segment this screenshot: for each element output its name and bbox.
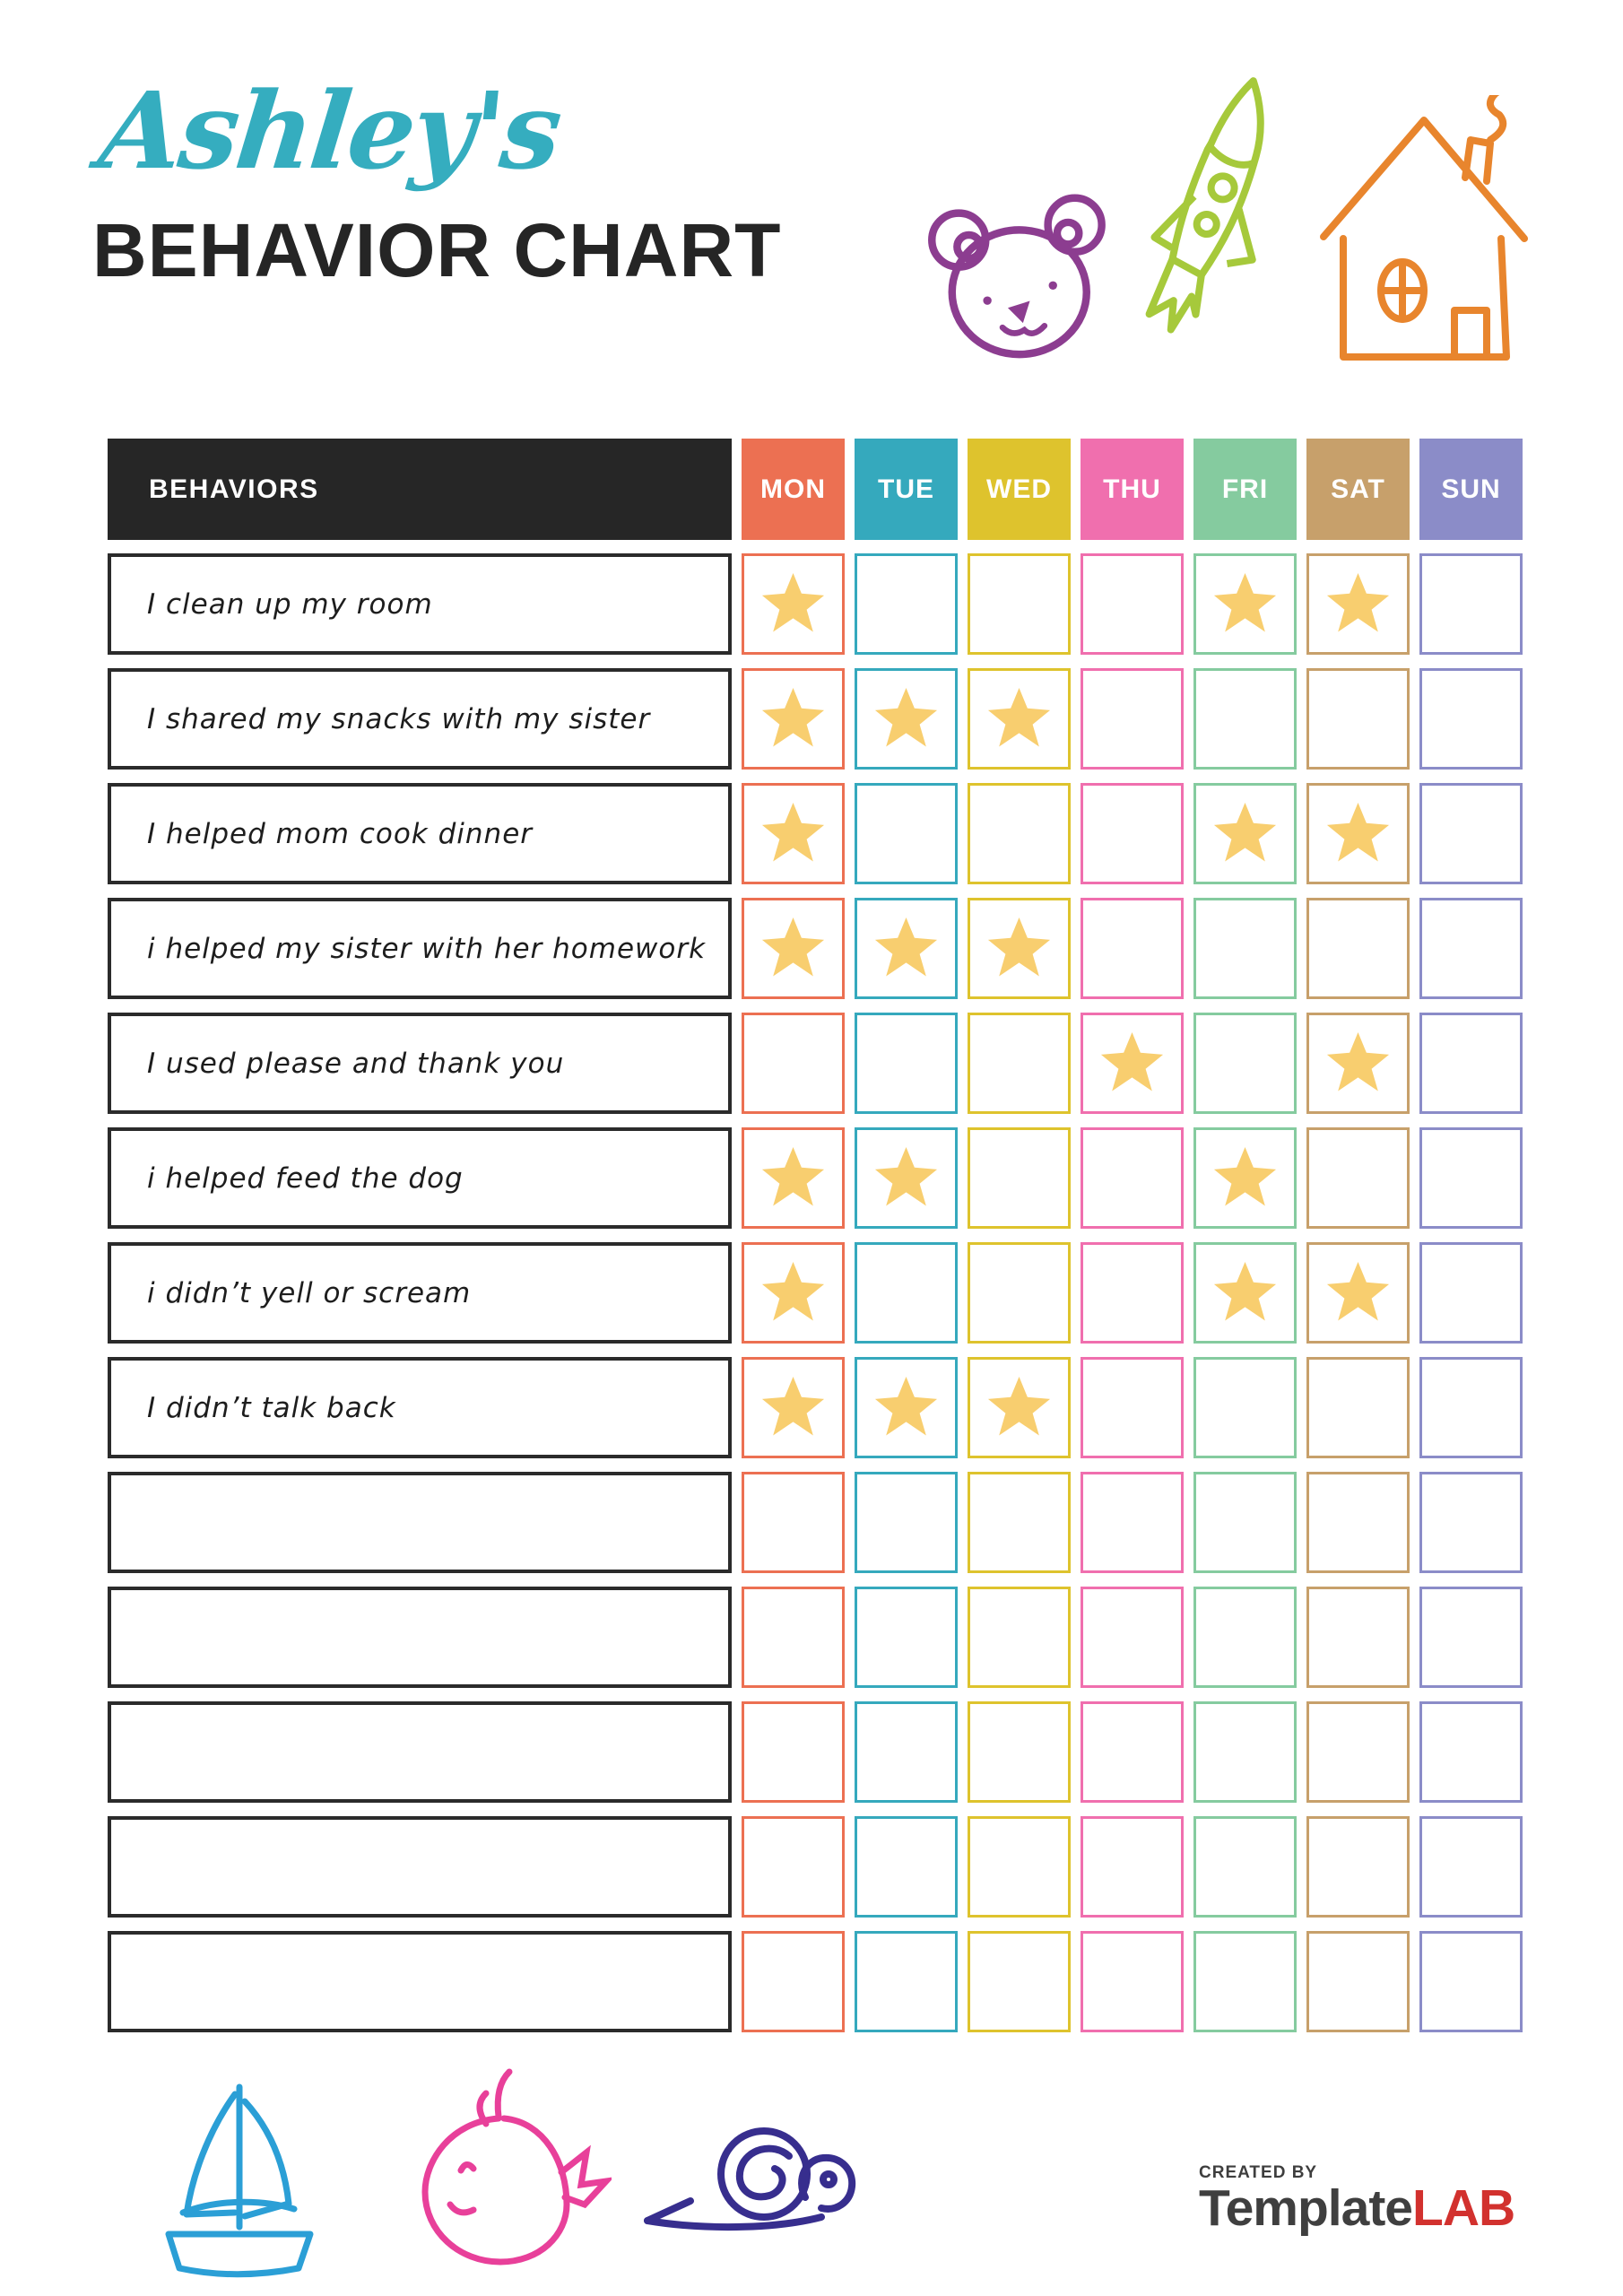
cell-r4-thu[interactable] bbox=[1081, 898, 1184, 999]
cell-r3-mon[interactable] bbox=[742, 783, 845, 884]
day-header-thu: THU bbox=[1081, 439, 1184, 540]
house-icon bbox=[1315, 95, 1533, 369]
cell-r7-wed[interactable] bbox=[968, 1242, 1071, 1344]
cell-r2-tue[interactable] bbox=[855, 668, 958, 770]
cell-r6-wed[interactable] bbox=[968, 1127, 1071, 1229]
page-title: BEHAVIOR CHART bbox=[92, 208, 782, 293]
cell-r2-thu[interactable] bbox=[1081, 668, 1184, 770]
cell-r10-fri[interactable] bbox=[1193, 1587, 1297, 1688]
behavior-label-12 bbox=[108, 1816, 732, 1918]
cell-r1-thu[interactable] bbox=[1081, 553, 1184, 655]
behaviors-column-header: BEHAVIORS bbox=[108, 439, 732, 540]
cell-r6-fri[interactable] bbox=[1193, 1127, 1297, 1229]
cell-r1-sat[interactable] bbox=[1306, 553, 1410, 655]
cell-r4-mon[interactable] bbox=[742, 898, 845, 999]
cell-r12-tue[interactable] bbox=[855, 1816, 958, 1918]
cell-r6-mon[interactable] bbox=[742, 1127, 845, 1229]
cell-r12-sun[interactable] bbox=[1419, 1816, 1523, 1918]
cell-r11-sat[interactable] bbox=[1306, 1701, 1410, 1803]
cell-r9-sun[interactable] bbox=[1419, 1472, 1523, 1573]
brand-lab: LAB bbox=[1412, 2179, 1515, 2237]
cell-r10-thu[interactable] bbox=[1081, 1587, 1184, 1688]
star-icon bbox=[874, 1147, 939, 1209]
behavior-label-3: I helped mom cook dinner bbox=[108, 783, 732, 884]
cell-r1-mon[interactable] bbox=[742, 553, 845, 655]
cell-r11-tue[interactable] bbox=[855, 1701, 958, 1803]
behavior-label-2: I shared my snacks with my sister bbox=[108, 668, 732, 770]
cell-r13-mon[interactable] bbox=[742, 1931, 845, 2032]
cell-r7-thu[interactable] bbox=[1081, 1242, 1184, 1344]
star-icon bbox=[1213, 573, 1278, 635]
cell-r2-sat[interactable] bbox=[1306, 668, 1410, 770]
whale-icon bbox=[395, 2056, 612, 2275]
behavior-label-9 bbox=[108, 1472, 732, 1573]
star-icon bbox=[761, 1377, 826, 1439]
star-icon bbox=[761, 918, 826, 979]
created-by-label: CREATED BY bbox=[1199, 2163, 1318, 2182]
cell-r4-sat[interactable] bbox=[1306, 898, 1410, 999]
cell-r7-tue[interactable] bbox=[855, 1242, 958, 1344]
cell-r3-tue[interactable] bbox=[855, 783, 958, 884]
star-icon bbox=[1326, 1032, 1391, 1094]
cell-r7-fri[interactable] bbox=[1193, 1242, 1297, 1344]
star-icon bbox=[1213, 1262, 1278, 1324]
cell-r6-thu[interactable] bbox=[1081, 1127, 1184, 1229]
brand-name bbox=[1199, 2179, 1515, 2237]
snail-icon bbox=[638, 2115, 863, 2240]
cell-r7-mon[interactable] bbox=[742, 1242, 845, 1344]
brand-logo bbox=[1199, 2163, 1515, 2237]
brand-template: Template bbox=[1199, 2179, 1413, 2237]
day-header-sun: SUN bbox=[1419, 439, 1523, 540]
star-icon bbox=[874, 1377, 939, 1439]
cell-r9-wed[interactable] bbox=[968, 1472, 1071, 1573]
cell-r8-tue[interactable] bbox=[855, 1357, 958, 1458]
cell-r11-mon[interactable] bbox=[742, 1701, 845, 1803]
cell-r5-fri[interactable] bbox=[1193, 1013, 1297, 1114]
behavior-label-5: I used please and thank you bbox=[108, 1013, 732, 1114]
cell-r13-tue[interactable] bbox=[855, 1931, 958, 2032]
cell-r10-sat[interactable] bbox=[1306, 1587, 1410, 1688]
behavior-label-11 bbox=[108, 1701, 732, 1803]
star-icon bbox=[1326, 1262, 1391, 1324]
day-header-mon: MON bbox=[742, 439, 845, 540]
cell-r8-wed[interactable] bbox=[968, 1357, 1071, 1458]
cell-r13-wed[interactable] bbox=[968, 1931, 1071, 2032]
cell-r1-sun[interactable] bbox=[1419, 553, 1523, 655]
cell-r2-fri[interactable] bbox=[1193, 668, 1297, 770]
cell-r8-mon[interactable] bbox=[742, 1357, 845, 1458]
behavior-label-7: i didn’t yell or scream bbox=[108, 1242, 732, 1344]
cell-r12-mon[interactable] bbox=[742, 1816, 845, 1918]
cell-r2-sun[interactable] bbox=[1419, 668, 1523, 770]
behavior-table bbox=[108, 439, 1523, 2032]
cell-r12-thu[interactable] bbox=[1081, 1816, 1184, 1918]
cell-r12-wed[interactable] bbox=[968, 1816, 1071, 1918]
cell-r5-sun[interactable] bbox=[1419, 1013, 1523, 1114]
star-icon bbox=[987, 1377, 1052, 1439]
cell-r5-mon[interactable] bbox=[742, 1013, 845, 1114]
cell-r10-wed[interactable] bbox=[968, 1587, 1071, 1688]
cell-r4-wed[interactable] bbox=[968, 898, 1071, 999]
cell-r11-sun[interactable] bbox=[1419, 1701, 1523, 1803]
behavior-label-4: i helped my sister with her homework bbox=[108, 898, 732, 999]
cell-r13-sat[interactable] bbox=[1306, 1931, 1410, 2032]
cell-r9-sat[interactable] bbox=[1306, 1472, 1410, 1573]
star-icon bbox=[1326, 803, 1391, 865]
cell-r5-wed[interactable] bbox=[968, 1013, 1071, 1114]
sailboat-icon bbox=[131, 2076, 346, 2287]
behavior-label-10 bbox=[108, 1587, 732, 1688]
behavior-label-13 bbox=[108, 1931, 732, 2032]
cell-r1-tue[interactable] bbox=[855, 553, 958, 655]
cell-r3-sat[interactable] bbox=[1306, 783, 1410, 884]
cell-r5-sat[interactable] bbox=[1306, 1013, 1410, 1114]
cell-r2-wed[interactable] bbox=[968, 668, 1071, 770]
day-header-fri: FRI bbox=[1193, 439, 1297, 540]
cell-r11-wed[interactable] bbox=[968, 1701, 1071, 1803]
cell-r6-tue[interactable] bbox=[855, 1127, 958, 1229]
day-header-sat: SAT bbox=[1306, 439, 1410, 540]
cell-r12-sat[interactable] bbox=[1306, 1816, 1410, 1918]
cell-r13-sun[interactable] bbox=[1419, 1931, 1523, 2032]
star-icon bbox=[1213, 803, 1278, 865]
star-icon bbox=[874, 688, 939, 750]
behavior-label-6: i helped feed the dog bbox=[108, 1127, 732, 1229]
cell-r10-tue[interactable] bbox=[855, 1587, 958, 1688]
star-icon bbox=[761, 803, 826, 865]
star-icon bbox=[874, 918, 939, 979]
cell-r10-mon[interactable] bbox=[742, 1587, 845, 1688]
cell-r2-mon[interactable] bbox=[742, 668, 845, 770]
cell-r8-fri[interactable] bbox=[1193, 1357, 1297, 1458]
cell-r8-sun[interactable] bbox=[1419, 1357, 1523, 1458]
cell-r12-fri[interactable] bbox=[1193, 1816, 1297, 1918]
cell-r4-fri[interactable] bbox=[1193, 898, 1297, 999]
cell-r10-sun[interactable] bbox=[1419, 1587, 1523, 1688]
star-icon bbox=[761, 688, 826, 750]
cell-r6-sun[interactable] bbox=[1419, 1127, 1523, 1229]
cell-r8-thu[interactable] bbox=[1081, 1357, 1184, 1458]
child-name-title: Ashley's bbox=[93, 68, 566, 193]
behavior-label-8: I didn’t talk back bbox=[108, 1357, 732, 1458]
cell-r1-fri[interactable] bbox=[1193, 553, 1297, 655]
cell-r4-tue[interactable] bbox=[855, 898, 958, 999]
rocket-icon bbox=[1132, 70, 1306, 393]
title-block bbox=[92, 54, 782, 293]
cell-r7-sun[interactable] bbox=[1419, 1242, 1523, 1344]
star-icon bbox=[987, 688, 1052, 750]
bear-icon bbox=[922, 190, 1124, 361]
cell-r7-sat[interactable] bbox=[1306, 1242, 1410, 1344]
cell-r6-sat[interactable] bbox=[1306, 1127, 1410, 1229]
star-icon bbox=[1213, 1147, 1278, 1209]
cell-r5-thu[interactable] bbox=[1081, 1013, 1184, 1114]
cell-r9-mon[interactable] bbox=[742, 1472, 845, 1573]
star-icon bbox=[1100, 1032, 1165, 1094]
cell-r9-tue[interactable] bbox=[855, 1472, 958, 1573]
cell-r3-fri[interactable] bbox=[1193, 783, 1297, 884]
cell-r13-fri[interactable] bbox=[1193, 1931, 1297, 2032]
cell-r4-sun[interactable] bbox=[1419, 898, 1523, 999]
star-icon bbox=[761, 1147, 826, 1209]
cell-r3-sun[interactable] bbox=[1419, 783, 1523, 884]
star-icon bbox=[1326, 573, 1391, 635]
behavior-label-1: I clean up my room bbox=[108, 553, 732, 655]
cell-r5-tue[interactable] bbox=[855, 1013, 958, 1114]
day-header-wed: WED bbox=[968, 439, 1071, 540]
cell-r13-thu[interactable] bbox=[1081, 1931, 1184, 2032]
star-icon bbox=[761, 1262, 826, 1324]
cell-r11-thu[interactable] bbox=[1081, 1701, 1184, 1803]
star-icon bbox=[987, 918, 1052, 979]
star-icon bbox=[761, 573, 826, 635]
cell-r9-thu[interactable] bbox=[1081, 1472, 1184, 1573]
cell-r9-fri[interactable] bbox=[1193, 1472, 1297, 1573]
cell-r1-wed[interactable] bbox=[968, 553, 1071, 655]
cell-r8-sat[interactable] bbox=[1306, 1357, 1410, 1458]
cell-r3-wed[interactable] bbox=[968, 783, 1071, 884]
cell-r3-thu[interactable] bbox=[1081, 783, 1184, 884]
day-header-tue: TUE bbox=[855, 439, 958, 540]
cell-r11-fri[interactable] bbox=[1193, 1701, 1297, 1803]
